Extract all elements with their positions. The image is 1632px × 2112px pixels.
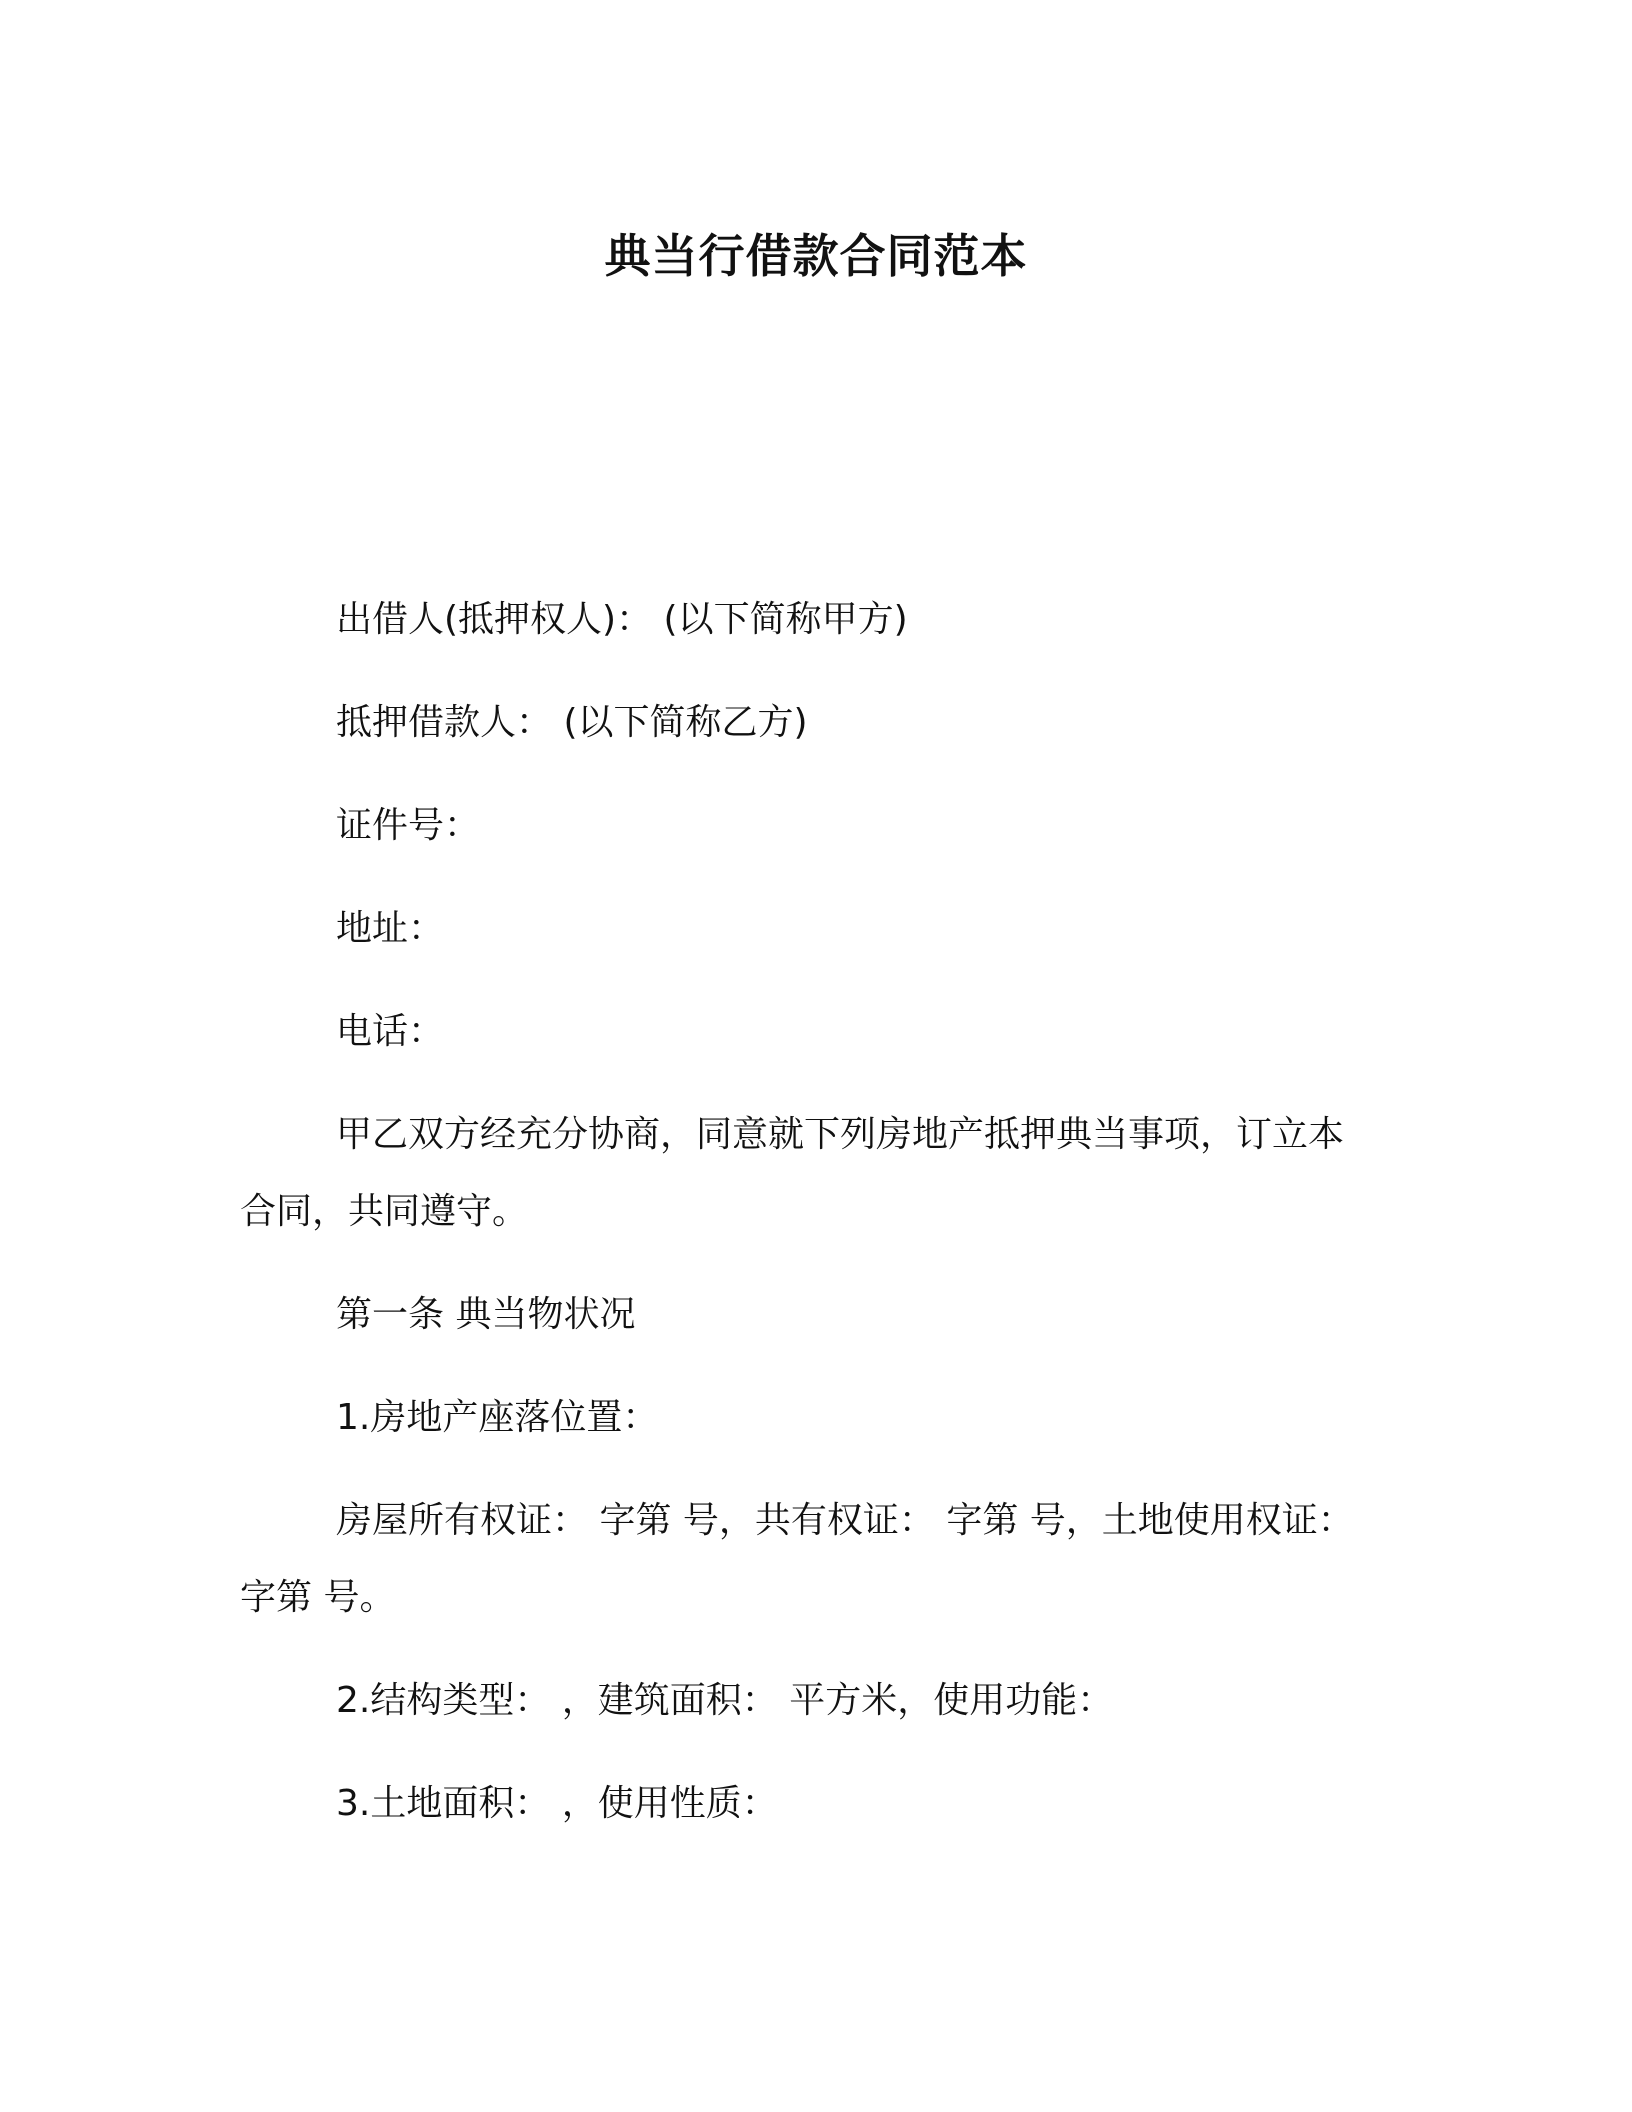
phone-line: [240, 992, 1375, 1071]
item-1-text: 1.房地产座落位置：: [336, 1397, 659, 1438]
article-one-text: 第一条 典当物状况: [336, 1294, 636, 1335]
id-number-text: 证件号：: [336, 805, 481, 846]
document-title: 典当行借款合同范本: [604, 229, 1028, 283]
item-1-line: [240, 1378, 1375, 1457]
agreement-text-line1: 甲乙双方经充分协商，同意就下列房地产抵押典当事项，订立本: [336, 1114, 1345, 1155]
agreement-paragraph-line2: [240, 1172, 1375, 1251]
borrower-line: [240, 683, 1375, 762]
certificates-line2: [240, 1558, 1375, 1637]
certificates-text-line1: 房屋所有权证： 字第 号，共有权证： 字第 号，土地使用权证：: [336, 1500, 1354, 1541]
item-3-text: 3.土地面积： ，使用性质：: [336, 1783, 778, 1824]
lender-line: [240, 580, 1375, 659]
certificates-line1: [240, 1481, 1375, 1560]
item-3-line: [240, 1764, 1375, 1843]
phone-text: 电话：: [336, 1011, 445, 1052]
agreement-text-line2: 合同，共同遵守。: [240, 1191, 529, 1232]
certificates-text-line2: 字第 号。: [240, 1577, 396, 1618]
address-text: 地址：: [336, 908, 445, 949]
lender-text: 出借人(抵押权人)： (以下简称甲方): [336, 599, 908, 640]
id-number-line: [240, 786, 1375, 865]
item-2-line: [240, 1661, 1375, 1740]
agreement-paragraph-line1: [240, 1095, 1375, 1174]
address-line: [240, 889, 1375, 968]
borrower-text: 抵押借款人： (以下简称乙方): [336, 702, 808, 743]
item-2-text: 2.结构类型： ，建筑面积： 平方米，使用功能：: [336, 1680, 1114, 1721]
article-one-heading: [240, 1275, 1375, 1354]
